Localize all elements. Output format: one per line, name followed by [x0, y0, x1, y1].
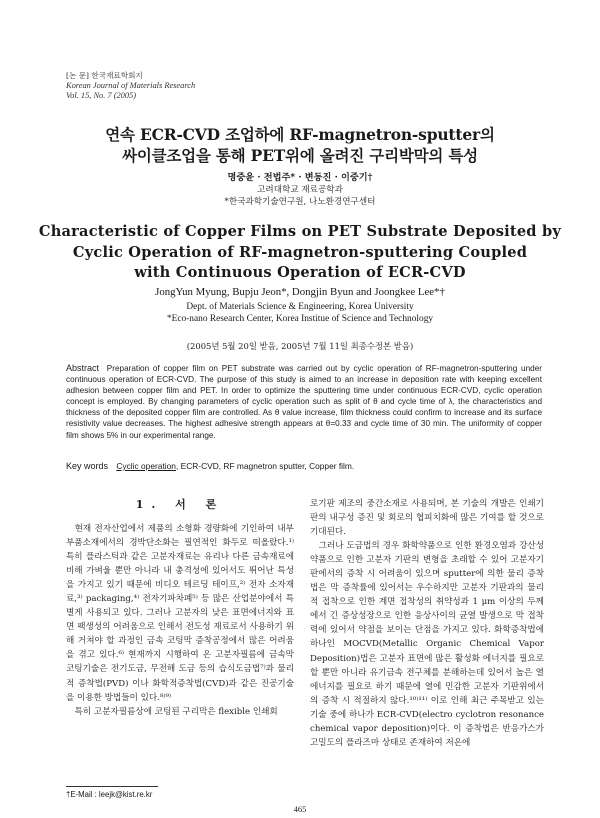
keyword-first: Cyclic operation: [116, 461, 176, 471]
journal-header-korean: [논 문] 한국재료학회지: [66, 71, 143, 80]
abstract: [66, 363, 542, 441]
english-title-line: Cyclic Operation of RF-magnetron-sputtering Coupled: [72, 243, 528, 261]
page-number: 465: [293, 805, 307, 814]
korean-authors: 명중윤 · 전법주* · 변동진 · 이중기†: [227, 172, 373, 183]
korean-title-line: 싸이클조업을 통해 PET위에 올려진 구리박막의 특성: [122, 146, 478, 165]
korean-affiliation: 고려대학교 재료공학과: [257, 185, 343, 195]
english-affiliation: Dept. of Materials Science & Engineering, Korea University: [186, 302, 414, 312]
korean-title: [0, 124, 600, 166]
right-column: [310, 497, 544, 750]
paragraph: 그러나 도금법의 경우 화학약품으로 인한 환경오염과 강산성 약품으로 인한 고분자 기판의 변형을 초래할 수 있어 고분자기판에서의 증착 시 어려움이 있으며 sputter에 의한 물리 증착법은 막 증착률에 있어서는 우수하지만 고분자 기판과의 물리적 접착으로 인한 계면 접착성의 취약성과 1 μm 이상의 두께에서 긴 증상성장으로 인한 응상사이의 균열 발생으로 막 접착력에 있어서 약점을 보이는 단점을 가지고 있다. 화학증착법에 하나인 MOCVD(Metallic Organic Chemical Vapor Deposition)법은 고분자 표면에 많은 활성화 에너지를 필요로 할 뿐만 아니라 유기금속 전구체를 분해하는데 있어서 높은 열에너지를 필요로 하기 때문에 열에 민감한 고분자 기판위에서의 증착 시 적절하지 않다.¹⁰⁾¹¹⁾ 이로 인해 최근 주목받고 있는 기술 중에 하나가 ECR-CVD(electro cyclotron resonance chemical vapor deposition)이다. 이 증착법은 반응가스가 고밀도의 플라즈마 상태로 존재하여 저온에: [310, 541, 544, 748]
korean-title-line: 연속 ECR-CVD 조업하에 RF-magnetron-sputter의: [105, 125, 495, 144]
received-dates: (2005년 5월 20일 받음, 2005년 7월 11일 최종수정본 받음): [186, 341, 414, 351]
paragraph: 특히 고분자필름상에 코팅된 구리막은 flexible 인쇄회: [74, 706, 278, 717]
paragraph: 현재 전자산업에서 제품의 소형화 경량화에 기인하여 내부 부품소재에서의 경박단소화는 필연적인 화두로 떠올랐다.¹⁾ 특히 플라스틱과 같은 고분자재료는 유리나 다른 금속재료에 비해 가벼울 뿐만 아니라 내 충격성에 있어서도 뛰어난 특성을 가지고 있기 때문에 비디오 테르딩 테이프,²⁾ 전자 소자재료,³⁾ packaging,⁴⁾ 전자기파차폐⁵⁾ 등 많은 산업분야에서 특별게 사용되고 있다. 그러나 고분자의 낮은 표면에너지와 표면 팩생성의 어려움으로 인해서 전도성 재료로서 사용하기 위해 거쳐야 할 과정인 금속 코팅막 증착공정에서 많은 어려움을 겪고 있다.⁶⁾ 현재까지 시행하여 온 고분자필름에 금속막 코팅기술은 전기도금, 무전해 도금 등의 습식도금법⁷⁾과 물리적 증착법(PVD) 이나 화학적증착법(CVD)과 같은 진공기술을 이용한 방법들이 있다.⁸⁾⁹⁾: [66, 524, 294, 703]
keywords-label: Key words: [66, 461, 109, 471]
footnote-email: †E-Mail : leejk@kist.re.kr: [66, 790, 153, 799]
english-title-line: Characteristic of Copper Films on PET Substrate Deposited by: [38, 223, 562, 240]
journal-header-english: Korean Journal of Materials Research: [66, 81, 196, 91]
keywords-rest: , ECR-CVD, RF magnetron sputter, Copper film.: [175, 461, 355, 471]
korean-affiliations: [0, 184, 600, 209]
paragraph: 로기판 제조의 중간소재로 사용되며, 본 기술의 개발은 인쇄기판의 내구성 증진 및 회로의 협피치화에 많은 기여를 할 것으로 기대된다.: [310, 499, 544, 538]
left-column: [66, 522, 294, 719]
journal-volume: Vol. 15, No. 7 (2005): [66, 91, 137, 101]
footnote-divider: [66, 786, 158, 787]
abstract-text: Preparation of copper film on PET substrate was carried out by cyclic operation of RF-magnetron-sputtering under continuous operation of ECR-CVD. The purpose of this study is aimed to an increase in deposition rate with keeping excellent adhesion between copper film and PET. In order to optimize the sputtering time under continuous ECR-CVD, cyclic operation concept is employed. By changing parameters of cyclic operation such as split of θ and cycle time of λ, the characteristics and thickness of the deposited copper film are controlled. As θ value increase, film thickness could confirm to increase and its surface resistivity value decreases. The highest adhesive strength appears at θ=0.33 and cycle time of 30 min. The uniformity of copper film shows 5% in our experimental range.: [66, 364, 542, 440]
english-title: [0, 222, 600, 284]
english-authors: JongYun Myung, Bupju Jeon*, Dongjin Byun and Joongkee Lee*†: [155, 286, 445, 298]
english-affiliations: [0, 301, 600, 325]
journal-header: [66, 71, 195, 102]
keywords: [66, 461, 542, 471]
english-title-line: with Continuous Operation of ECR-CVD: [134, 264, 466, 281]
english-affiliation: *Eco-nano Research Center, Korea Institue of Science and Technology: [166, 314, 434, 325]
abstract-label: Abstract: [66, 363, 100, 373]
korean-affiliation: *한국과학기술연구원, 나노환경연구센터: [224, 197, 376, 208]
section-title: 1. 서 론: [135, 498, 225, 511]
